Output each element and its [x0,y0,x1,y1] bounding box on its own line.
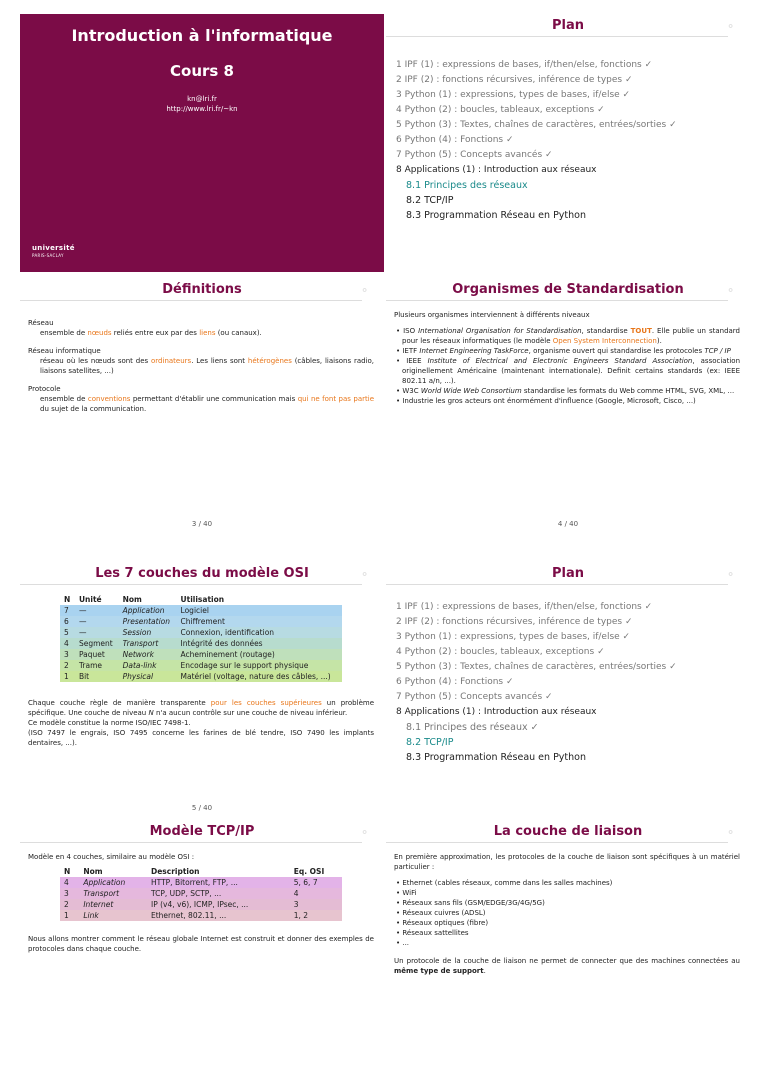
definition-reseau-informatique: réseau où les nœuds sont des ordinateurs. Les liens sont hétérogènes (câbles, liaisons radio, liaisons satellites, ...) [40,357,375,375]
corner-logo-icon: ⚬ [360,284,370,297]
plan-subitem-active: 8.2 TCP/IP [406,737,454,748]
plan-subitem-active: 8.1 Principes des réseaux [406,180,528,191]
plan-item: 1 IPF (1) : expressions de bases, if/then/else, fonctions ✓ [396,602,653,612]
list-item: • Industrie les gros acteurs ont énormément d'influence (Google, Microsoft, Cisco, ...) [396,397,696,405]
slide-heading: Organismes de Standardisation [452,282,684,297]
course-title: Introduction à l'informatique [71,26,333,45]
slide-heading: Modèle TCP/IP [149,824,255,839]
slide-osi-model [20,562,384,820]
logo-text-sub: PARIS-SACLAY [32,253,64,258]
plan-item: 4 Python (2) : boucles, tableaux, exceptions ✓ [396,105,605,115]
slide-link-layer [386,820,750,1078]
plan-subitem: 8.2 TCP/IP [406,195,454,206]
plan-item: 3 Python (1) : expressions, types de bases, if/else ✓ [396,90,631,100]
tcpip-table [60,866,342,921]
table-row: 4 Segment Transport Intégrité des données [60,638,342,649]
slide-heading: Plan [551,566,584,581]
plan-item: 2 IPF (2) : fonctions récursives, inférence de types ✓ [396,617,633,627]
table-row: 7 — Application Logiciel [60,605,342,616]
heading-divider [20,584,362,585]
table-row: 2 Internet IP (v4, v6), ICMP, IPsec, ... 3 [60,899,342,910]
plan-item-current: 8 Applications (1) : Introduction aux réseaux [396,165,597,175]
plan-item: 2 IPF (2) : fonctions récursives, inférence de types ✓ [396,75,633,85]
page-number: 5 / 40 [191,804,213,812]
intro-text: Modèle en 4 couches, similaire au modèle OSI : [28,853,195,861]
list-item: • ISO International Organisation for Standardisation, standardise TOUT. Elle publie un standard pour les réseaux informatiques (le modèle Open System Interconnection). [396,327,741,345]
slide-definitions [20,278,384,536]
plan-item: 4 Python (2) : boucles, tableaux, exceptions ✓ [396,647,605,657]
corner-logo-icon: ⚬ [726,284,736,297]
list-item: • WiFi [396,889,417,897]
plan-subitem-done: 8.1 Principes des réseaux ✓ [406,722,539,733]
heading-divider [386,36,728,37]
page-number: 4 / 40 [557,520,579,528]
slide-heading: Plan [551,18,584,33]
table-row: 1 Link Ethernet, 802.11, ... 1, 2 [60,910,342,921]
contact-info [20,94,384,114]
definition-protocole: ensemble de conventions permettant d'établir une communication mais qui ne font pas partie du sujet de la communication. [40,395,375,413]
definitions-body [28,318,374,414]
table-header: N Unité Nom Utilisation [64,595,225,604]
plan-subitem: 8.3 Programmation Réseau en Python [406,210,586,221]
plan-subitem: 8.3 Programmation Réseau en Python [406,752,586,763]
plan-item-current: 8 Applications (1) : Introduction aux réseaux [396,707,597,717]
table-row: 3 Transport TCP, UDP, SCTP, ... 4 [60,888,342,899]
table-row: 6 — Presentation Chiffrement [60,616,342,627]
plan-item: 6 Python (4) : Fonctions ✓ [396,677,514,687]
slide-plan-1 [386,14,750,272]
table-row: 3 Paquet Network Acheminement (routage) [60,649,342,660]
table-row: 4 Application HTTP, Bitorrent, FTP, ... 5, 6, 7 [60,877,342,888]
definition-reseau: ensemble de nœuds reliés entre eux par des liens (ou canaux). [40,329,262,337]
list-item: • Réseaux sattellites [396,929,469,937]
heading-divider [386,842,728,843]
corner-logo-icon: ⚬ [360,826,370,839]
standardisation-body [394,310,740,406]
paragraph: (ISO 7497 le engrais, ISO 7495 concerne les farines de blé tendre, ISO 7490 les implants dentaires, ...). [28,729,374,747]
term-reseau-informatique: Réseau informatique [28,347,101,355]
plan-item: 5 Python (3) : Textes, chaînes de caractères, entrées/sorties ✓ [396,662,677,672]
table-header: N Nom Description Eq. OSI [64,867,325,876]
plan-item: 6 Python (4) : Fonctions ✓ [396,135,514,145]
table-row: 1 Bit Physical Matériel (voltage, nature des câbles, ...) [60,671,342,682]
intro-text: Plusieurs organismes interviennent à différents niveaux [394,311,590,319]
email: kn@lri.fr [187,95,217,103]
plan-list [396,58,677,223]
plan-item: 3 Python (1) : expressions, types de bases, if/else ✓ [396,632,631,642]
logo-text-main: université [32,244,75,252]
plan-list [396,600,677,765]
slide-plan-2 [386,562,750,820]
list-item: • IEEE Institute of Electrical and Electronic Engineers Standard Association, association originellement Américaine (maintenant internationale). Definit certains standards (ex: IEEE 802.11 a/n, ...). [396,357,741,385]
list-item: • Réseaux sans fils (GSM/EDGE/3G/4G/5G) [396,899,545,907]
page-number: 3 / 40 [191,520,213,528]
table-row: 2 Trame Data-link Encodage sur le support physique [60,660,342,671]
intro-text: En première approximation, les protocoles de la couche de liaison sont spécifiques à un matériel particulier : [394,853,740,871]
term-protocole: Protocole [28,385,61,393]
list-item: • IETF Internet Engineering TaskForce, organisme ouvert qui standardise les protocoles TCP / IP [396,347,731,355]
heading-divider [20,300,362,301]
osi-table [60,594,342,682]
slide-tcpip-model [20,820,384,1078]
slide-heading: Définitions [162,282,242,297]
list-item: • Réseaux cuivres (ADSL) [396,909,486,917]
course-number: Cours 8 [170,62,234,80]
university-logo [32,244,75,260]
plan-item: 5 Python (3) : Textes, chaînes de caractères, entrées/sorties ✓ [396,120,677,130]
heading-divider [386,584,728,585]
plan-item: 7 Python (5) : Concepts avancés ✓ [396,150,553,160]
osi-explanation [28,698,374,748]
corner-logo-icon: ⚬ [726,568,736,581]
link-layer-body [394,852,740,976]
heading-divider [20,842,362,843]
paragraph: Ce modèle constitue la norme ISO/IEC 7498-1. [28,719,191,727]
heading-divider [386,300,728,301]
corner-logo-icon: ⚬ [360,568,370,581]
table-row: 5 — Session Connexion, identification [60,627,342,638]
plan-item: 7 Python (5) : Concepts avancés ✓ [396,692,553,702]
outro-text: Un protocole de la couche de liaison ne permet de connecter que des machines connectées au même type de support. [394,957,740,975]
list-item: • Réseaux optiques (fibre) [396,919,489,927]
list-item: • ... [396,939,410,947]
list-item: • W3C World Wide Web Consortium standardise les formats du Web comme HTML, SVG, XML, ... [396,387,735,395]
plan-item: 1 IPF (1) : expressions de bases, if/then/else, fonctions ✓ [396,60,653,70]
slide-standardisation [386,278,750,536]
paragraph: Chaque couche règle de manière transparente pour les couches supérieures un problème spécifique. Une couche de niveau N n'a aucun contrôle sur une couche de niveau inférieur. [28,699,375,717]
corner-logo-icon: ⚬ [726,826,736,839]
slide-title [20,14,384,272]
website-url: http://www.lri.fr/~kn [166,105,238,113]
corner-logo-icon: ⚬ [726,20,736,33]
term-reseau: Réseau [28,319,54,327]
slide-heading: Les 7 couches du modèle OSI [95,566,309,581]
outro-text: Nous allons montrer comment le réseau globale Internet est construit et donner des exemples de protocoles dans chaque couche. [28,935,374,953]
slide-heading: La couche de liaison [493,824,643,839]
list-item: • Ethernet (cables réseaux, comme dans les salles machines) [396,879,613,887]
